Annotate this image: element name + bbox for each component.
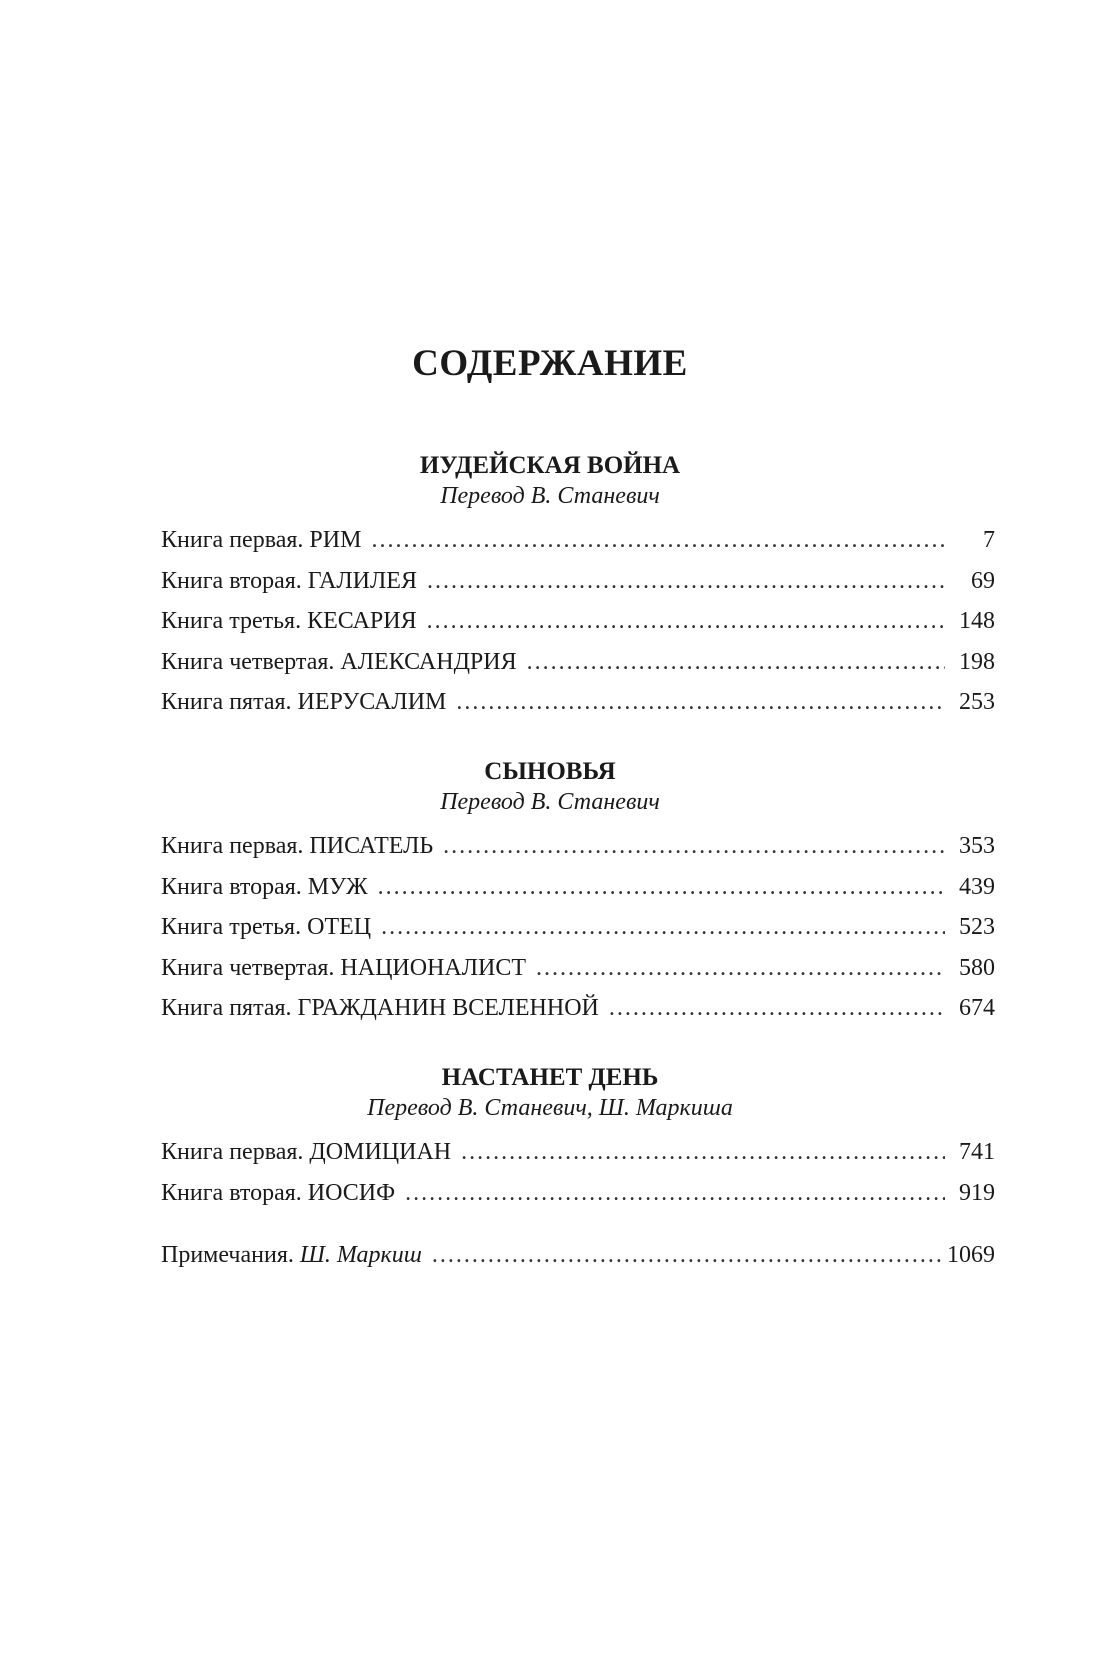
toc-entry[interactable] — [161, 606, 995, 636]
section-translator: Перевод В. Станевич — [440, 483, 660, 509]
entry-prefix: Книга вторая. — [161, 568, 302, 594]
toc-entry[interactable] — [161, 872, 995, 902]
dot-leader — [371, 525, 945, 555]
notes-author: Ш. Маркиш — [299, 1242, 422, 1268]
page-number: 1069 — [947, 1242, 995, 1268]
entry-name: КЕСАРИЯ — [307, 608, 417, 634]
page-number: 580 — [959, 955, 995, 981]
toc-entry[interactable] — [161, 831, 995, 861]
entry-name: ДОМИЦИАН — [309, 1139, 452, 1165]
toc-entry[interactable] — [161, 1178, 995, 1208]
dot-leader — [527, 647, 945, 677]
section-title: ИУДЕЙСКАЯ ВОЙНА — [419, 452, 681, 479]
entry-name: АЛЕКСАНДРИЯ — [340, 649, 517, 675]
page-title: СОДЕРЖАНИЕ — [412, 343, 688, 384]
page-number: 253 — [959, 689, 995, 715]
entry-prefix: Книга первая. — [161, 1139, 304, 1165]
entry-name: МУЖ — [307, 874, 368, 900]
entry-prefix: Книга пятая. — [161, 689, 292, 715]
entry-name: НАЦИОНАЛИСТ — [340, 955, 527, 981]
toc-entry[interactable] — [161, 647, 995, 677]
dot-leader — [427, 606, 945, 636]
dot-leader — [381, 912, 945, 942]
page-number: 919 — [959, 1180, 995, 1206]
entry-name: ОТЕЦ — [307, 914, 372, 940]
page-number: 148 — [959, 608, 995, 634]
toc-entry[interactable] — [161, 687, 995, 717]
entry-prefix: Книга четвертая. — [161, 955, 335, 981]
toc-entry[interactable] — [161, 953, 995, 983]
entry-prefix: Книга вторая. — [161, 874, 302, 900]
dot-leader — [443, 831, 945, 861]
page-number: 353 — [959, 833, 995, 859]
entry-name: ГАЛИЛЕЯ — [307, 568, 417, 594]
dot-leader — [456, 687, 945, 717]
page-number: 741 — [959, 1139, 995, 1165]
page-number: 7 — [983, 527, 995, 553]
toc-entry-notes[interactable] — [161, 1240, 995, 1270]
toc-entry[interactable] — [161, 912, 995, 942]
toc-entry[interactable] — [161, 566, 995, 596]
dot-leader — [461, 1137, 945, 1167]
dot-leader — [427, 566, 945, 596]
entry-prefix: Книга вторая. — [161, 1180, 302, 1206]
entry-prefix: Книга третья. — [161, 914, 302, 940]
entry-prefix: Книга первая. — [161, 833, 304, 859]
entry-name: РИМ — [309, 527, 362, 553]
dot-leader — [536, 953, 945, 983]
page-number: 198 — [959, 649, 995, 675]
page-number: 674 — [959, 995, 995, 1021]
dot-leader — [432, 1240, 941, 1270]
entry-name: ИОСИФ — [307, 1180, 396, 1206]
entry-prefix: Книга третья. — [161, 608, 302, 634]
section-title: СЫНОВЬЯ — [484, 758, 616, 785]
entry-name: ПИСАТЕЛЬ — [309, 833, 434, 859]
toc-entry[interactable] — [161, 993, 995, 1023]
page-number: 523 — [959, 914, 995, 940]
dot-leader — [405, 1178, 945, 1208]
section-translator: Перевод В. Станевич, Ш. Маркиша — [367, 1095, 733, 1121]
dot-leader — [609, 993, 945, 1023]
section-title: НАСТАНЕТ ДЕНЬ — [441, 1064, 659, 1091]
toc-entry[interactable] — [161, 1137, 995, 1167]
entry-name: ИЕРУСАЛИМ — [297, 689, 447, 715]
dot-leader — [378, 872, 945, 902]
entry-name: ГРАЖДАНИН ВСЕЛЕННОЙ — [297, 995, 599, 1021]
entry-prefix: Книга первая. — [161, 527, 304, 553]
page-number: 69 — [971, 568, 995, 594]
toc-entry[interactable] — [161, 525, 995, 555]
notes-label: Примечания. — [161, 1242, 294, 1268]
page-number: 439 — [959, 874, 995, 900]
entry-prefix: Книга пятая. — [161, 995, 292, 1021]
section-translator: Перевод В. Станевич — [440, 789, 660, 815]
entry-prefix: Книга четвертая. — [161, 649, 335, 675]
